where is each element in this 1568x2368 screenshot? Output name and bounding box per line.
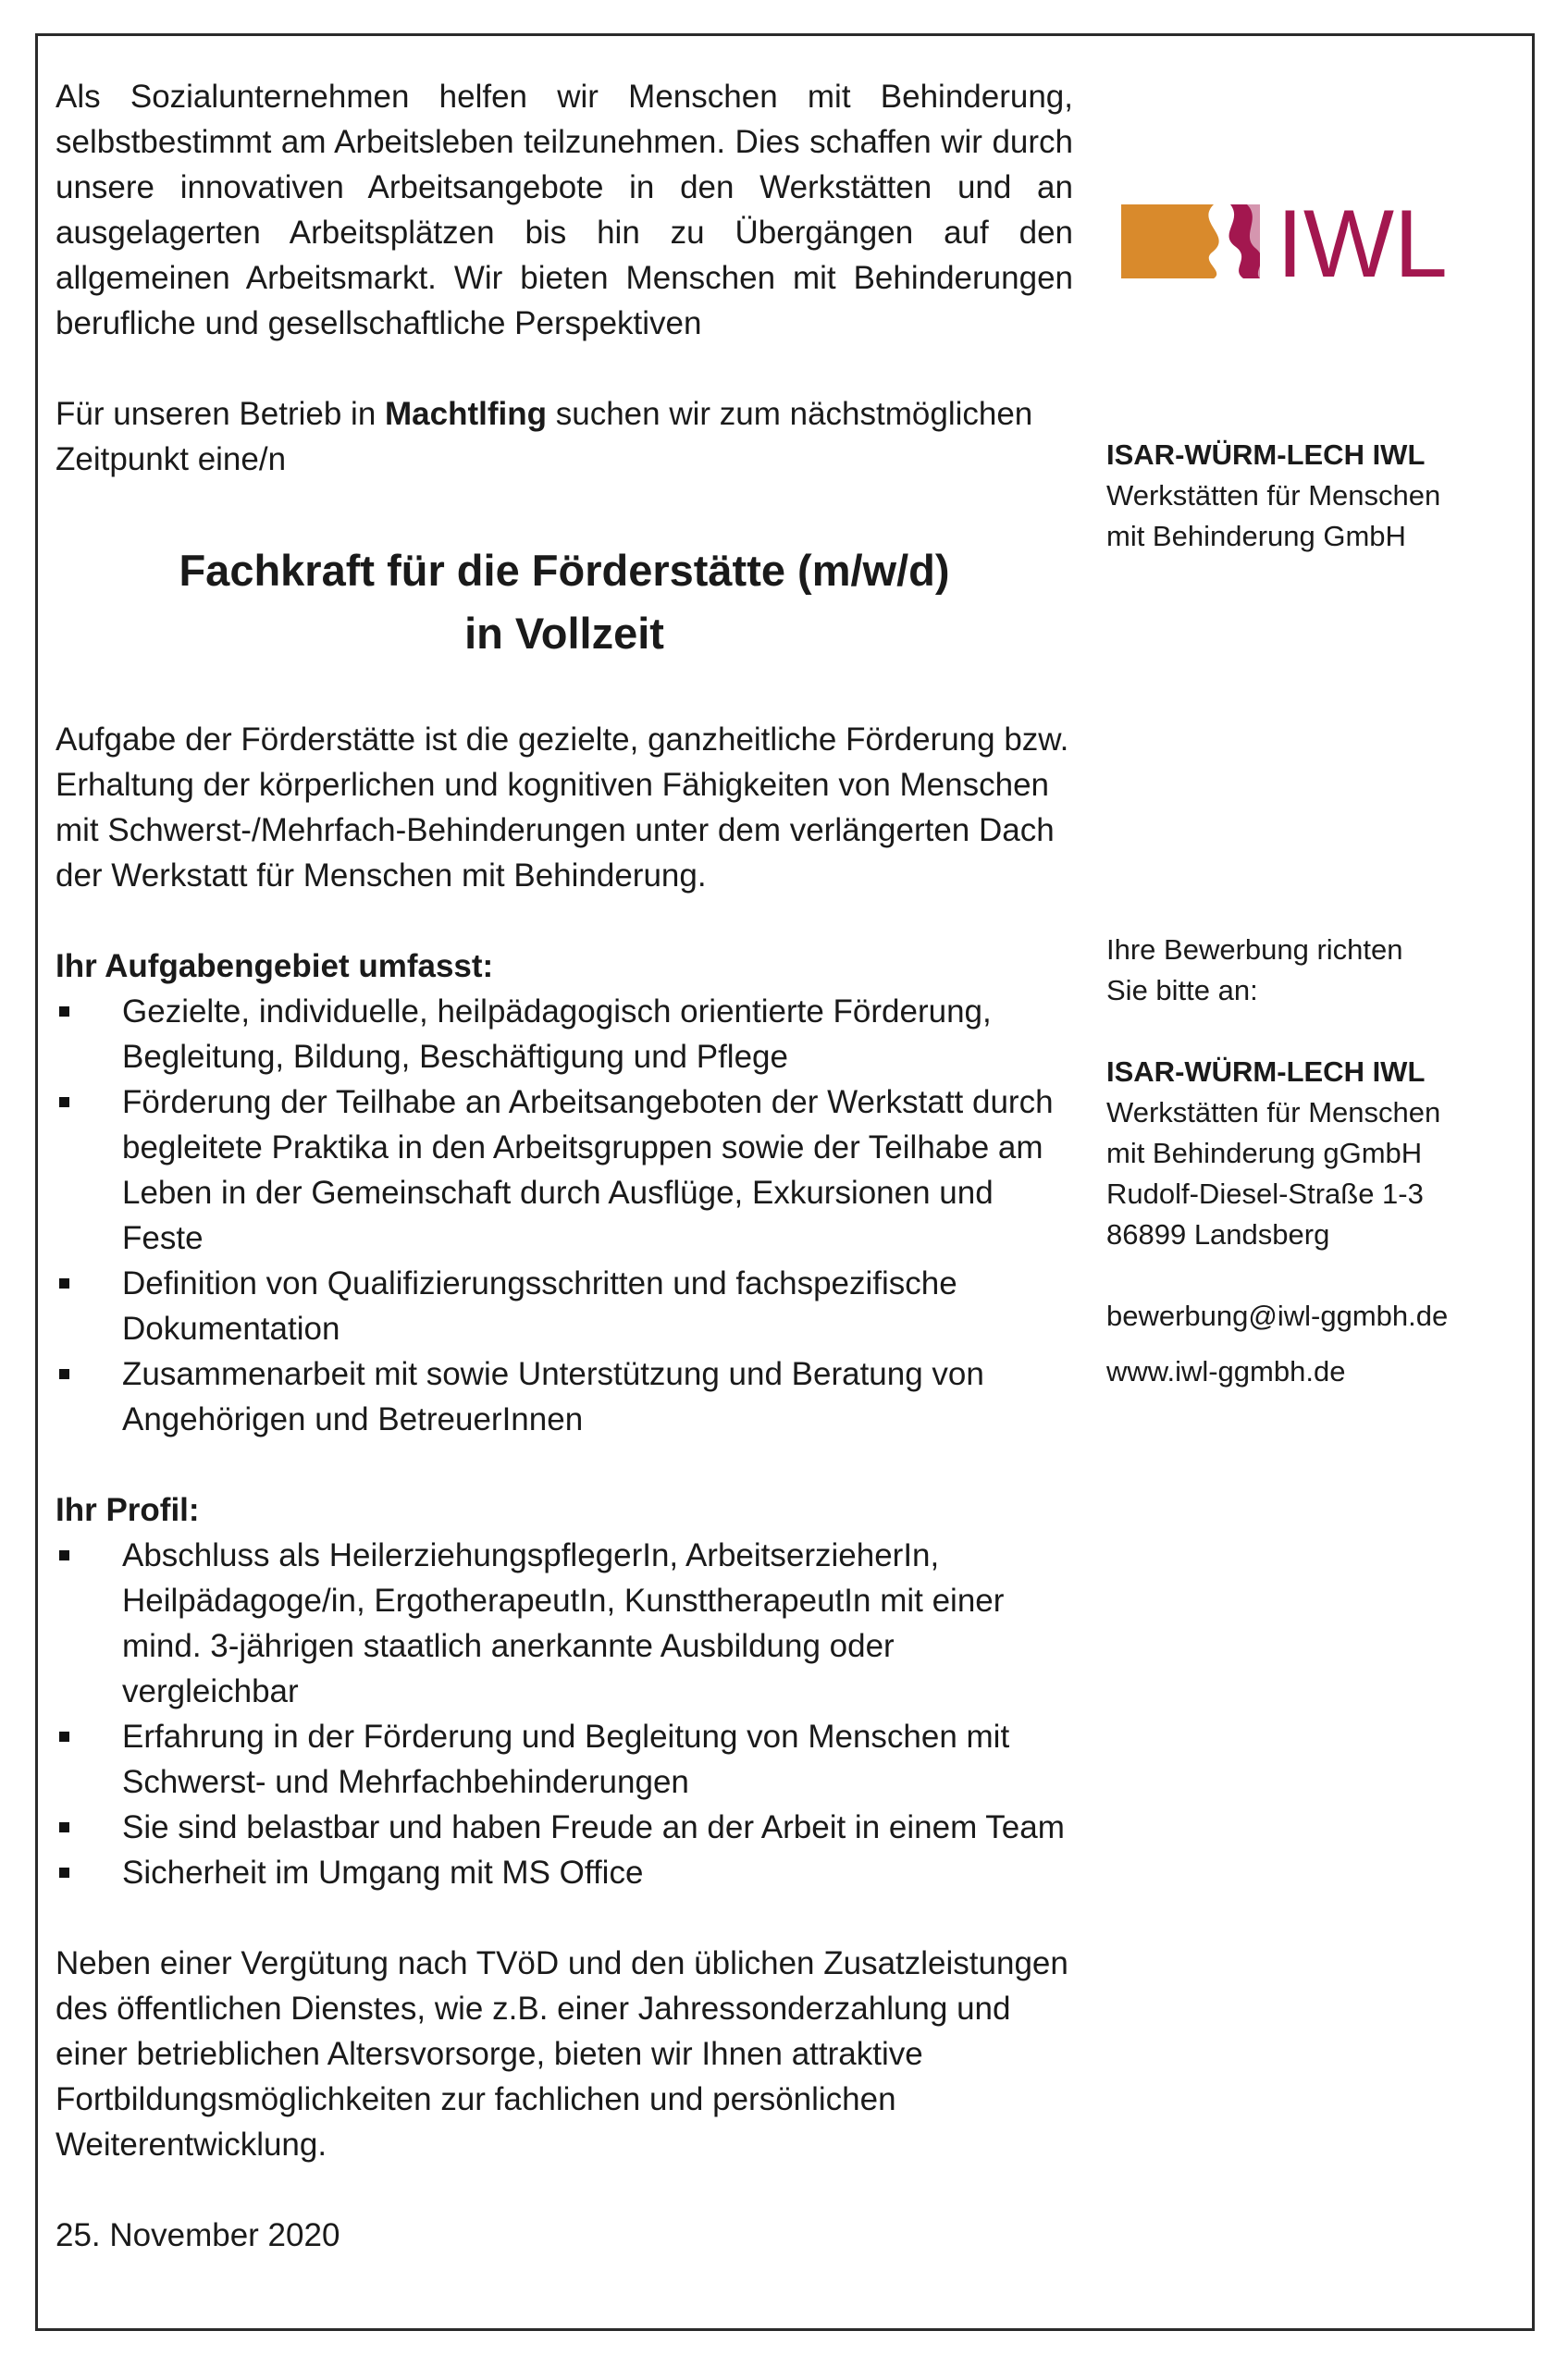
application-block (1106, 930, 1504, 1392)
application-email[interactable]: bewerbung@iwl-ggmbh.de (1106, 1300, 1449, 1332)
logo-text: IWL (1277, 197, 1448, 286)
company-line2: mit Behinderung GmbH (1106, 520, 1406, 552)
application-street: Rudolf-Diesel-Straße 1-3 (1106, 1178, 1424, 1210)
description: Aufgabe der Förderstätte ist die gezielte, ganzheitliche Förderung bzw. Erhaltung der körperlichen und kognitiven Fähigkeiten von Menschen mit Schwerst-/Mehrfach-Behinderungen unter dem verlängerten Dach der Werkstatt für Menschen mit Behinderung. (56, 722, 1069, 894)
list-item: Definition von Qualifizierungsschritten und fachspezifische Dokumentation (56, 1261, 1073, 1351)
publication-date: 25. November 2020 (56, 2217, 340, 2253)
application-line1: Werkstätten für Menschen (1106, 1096, 1441, 1128)
application-city: 86899 Landsberg (1106, 1218, 1330, 1251)
intro-text: Als Sozialunternehmen helfen wir Menschen mit Behinderung, selbstbestimmt am Arbeitsleben teilzunehmen. Dies schaffen wir durch unsere innovativen Arbeitsangebote in den Werkstätten und an ausgelagerten Arbeitsplätzen bis hin zu Übergängen auf den allgemeinen Arbeitsmarkt. Wir bieten Menschen mit Behinderungen berufliche und gesellschaftliche Perspektiven (56, 79, 1073, 341)
tasks-heading: Ihr Aufgabengebiet umfasst: (56, 948, 494, 984)
job-title-line2: in Vollzeit (464, 609, 664, 658)
profile-list (56, 1533, 1073, 1895)
search-prefix: Für unseren Betrieb in (56, 396, 377, 432)
application-company-name: ISAR-WÜRM-LECH IWL (1106, 1055, 1426, 1088)
profile-heading: Ihr Profil: (56, 1492, 200, 1528)
list-item: Gezielte, individuelle, heilpädagogisch orientierte Förderung, Begleitung, Bildung, Beschäftigung und Pflege (56, 989, 1073, 1079)
application-intro-line2: Sie bitte an: (1106, 974, 1258, 1006)
application-website[interactable]: www.iwl-ggmbh.de (1106, 1355, 1346, 1388)
location: Machtlfing (385, 396, 548, 432)
search-sentence (56, 391, 1073, 482)
company-name: ISAR-WÜRM-LECH IWL (1106, 438, 1426, 471)
list-item: Sicherheit im Umgang mit MS Office (56, 1850, 1073, 1895)
list-item: Abschluss als HeilerziehungspflegerIn, ArbeitserzieherIn, Heilpädagoge/in, ErgotherapeutIn, KunsttherapeutIn mit einer mind. 3-jährigen staatlich anerkannte Ausbildung oder vergleichbar (56, 1533, 1073, 1714)
list-item: Sie sind belastbar und haben Freude an der Arbeit in einem Team (56, 1805, 1073, 1850)
list-item: Förderung der Teilhabe an Arbeitsangeboten der Werkstatt durch begleitete Praktika in den Arbeitsgruppen sowie der Teilhabe am Leben in der Gemeinschaft durch Ausflüge, Exkursionen und Feste (56, 1079, 1073, 1261)
iwl-logo-icon (1121, 197, 1473, 286)
benefits-text: Neben einer Vergütung nach TVöD und den üblichen Zusatzleistungen des öffentlichen Dienstes, wie z.B. einer Jahressonderzahlung und einer betrieblichen Altersvorsorge, bieten wir Ihnen attraktive Fortbildungsmöglichkeiten zur fachlichen und persönlichen Weiterentwicklung. (56, 1945, 1068, 2163)
application-intro-line1: Ihre Bewerbung richten (1106, 933, 1403, 966)
application-line2: mit Behinderung gGmbH (1106, 1137, 1423, 1169)
job-title-line1: Fachkraft für die Förderstätte (m/w/d) (179, 546, 950, 595)
tasks-list (56, 989, 1073, 1442)
company-line1: Werkstätten für Menschen (1106, 479, 1441, 512)
main-column (56, 74, 1073, 2258)
search-suffix: suchen wir zum nächstmöglichen Zeitpunkt eine/n (56, 396, 1033, 477)
iwl-logo (1121, 197, 1473, 286)
list-item: Erfahrung in der Förderung und Begleitung von Menschen mit Schwerst- und Mehrfachbehinderungen (56, 1714, 1073, 1805)
list-item: Zusammenarbeit mit sowie Unterstützung und Beratung von Angehörigen und BetreuerInnen (56, 1351, 1073, 1442)
company-block (1106, 435, 1504, 557)
